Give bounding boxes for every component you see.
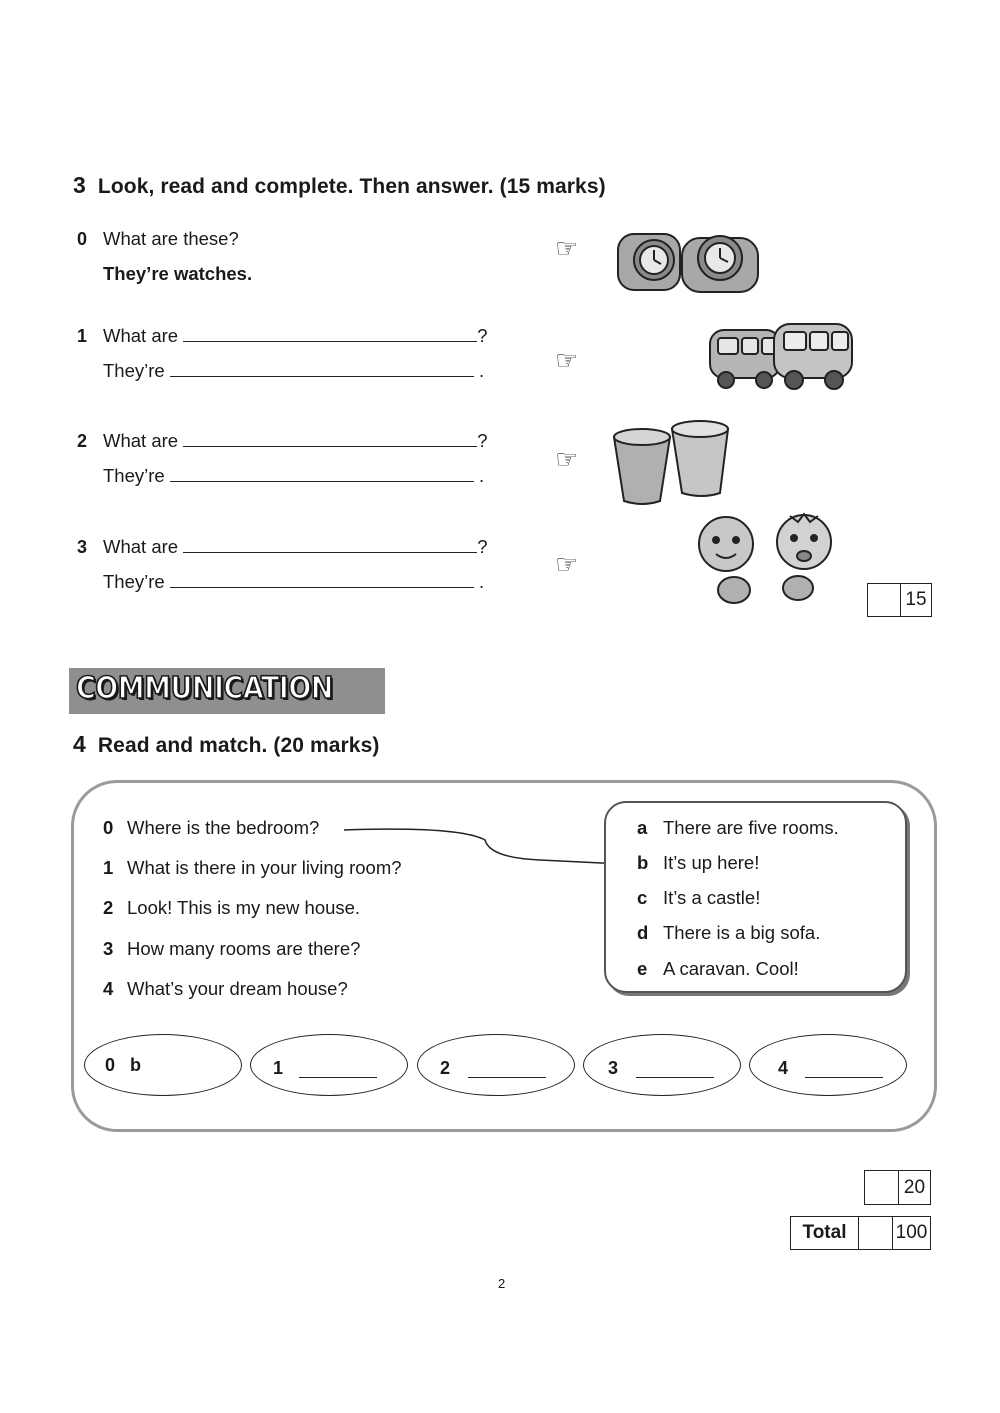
pointing-hand-icon: ☞ [555,444,579,474]
match-question[interactable]: 1 What is there in your living room? [103,857,402,878]
exercise-4-score-box [864,1170,931,1205]
question-blank[interactable] [183,431,477,447]
example-answer: They’re watches. [103,263,253,284]
oval-number: 0 [105,1055,116,1075]
score-max: 15 [900,584,931,616]
question-number: 2 [77,431,88,451]
answer-line: They’re . [103,465,485,486]
total-max: 100 [892,1217,930,1249]
exercise-3-score-box [867,583,932,617]
example-question: What are these? [103,228,239,249]
question-line: What are ? [103,430,488,451]
answer-blank[interactable] [170,572,474,588]
question-blank[interactable] [183,326,477,342]
question-number: 1 [77,326,88,346]
pointing-hand-icon: ☞ [555,549,579,579]
exercise-3-title: 3 Look, read and complete. Then answer. (15 marks) [73,172,606,198]
question-number: 3 [77,537,88,557]
answer-oval[interactable] [417,1034,575,1096]
oval-number: 1 [273,1058,284,1078]
total-score-input[interactable] [858,1217,892,1249]
watches-picture [612,228,762,296]
answer-oval[interactable] [583,1034,741,1096]
match-answer[interactable]: c It’s a castle! [637,887,761,908]
answer-line: They’re . [103,360,485,381]
score-input[interactable] [865,1171,898,1204]
answer-line: They’re . [103,571,485,592]
question-line: What are ? [103,325,488,346]
section-banner-label: COMMUNICATION [76,671,333,706]
answer-oval[interactable] [749,1034,907,1096]
answer-blank[interactable] [170,466,474,482]
oval-answer-blank[interactable] [299,1062,377,1078]
oval-answer: b [130,1055,141,1075]
oval-answer-blank[interactable] [468,1062,546,1078]
pointing-hand-icon: ☞ [555,345,579,375]
pointing-hand-icon: ☞ [555,233,579,263]
match-answer[interactable]: e A caravan. Cool! [637,958,799,979]
oval-number: 2 [440,1058,451,1078]
answer-oval[interactable] [84,1034,242,1096]
question-line: What are ? [103,536,488,557]
exercise-4-title: 4 Read and match. (20 marks) [73,731,380,757]
match-question[interactable]: 3 How many rooms are there? [103,938,361,959]
buses-picture [706,318,856,392]
oval-answer-blank[interactable] [636,1062,714,1078]
total-score-box [790,1216,931,1250]
page-number: 2 [498,1276,506,1291]
answer-blank[interactable] [170,361,474,377]
cups-picture [610,415,732,507]
example-match-line [340,820,640,880]
match-question[interactable]: 0 Where is the bedroom? [103,817,320,838]
babies-picture [694,510,840,608]
total-label: Total [802,1222,847,1243]
score-input[interactable] [868,584,900,616]
match-question[interactable]: 2 Look! This is my new house. [103,897,361,918]
match-answer[interactable]: b It’s up here! [637,852,760,873]
oval-answer-blank[interactable] [805,1062,883,1078]
score-max: 20 [898,1171,930,1204]
oval-number: 4 [778,1058,789,1078]
question-number: 0 [77,229,88,249]
match-answer[interactable]: a There are five rooms. [637,817,839,838]
match-question[interactable]: 4 What’s your dream house? [103,978,348,999]
answer-oval[interactable] [250,1034,408,1096]
question-blank[interactable] [183,537,477,553]
match-answer[interactable]: d There is a big sofa. [637,922,821,943]
oval-number: 3 [608,1058,619,1078]
